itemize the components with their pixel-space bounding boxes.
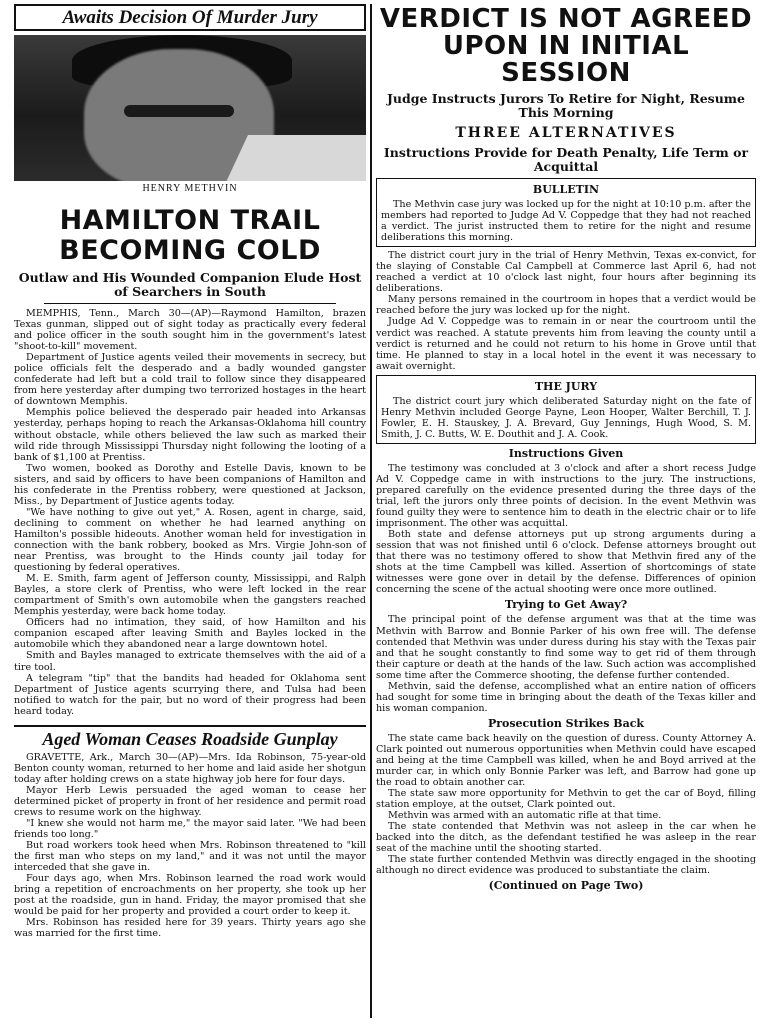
section-subhead: Instructions Given	[508, 446, 624, 460]
article-paragraph: Many persons remained in the courtroom in hopes that a verdict would be reached before the jury was locked up for the night.	[376, 294, 756, 317]
article-paragraph: The state further contended Methvin was directly engaged in the shooting although no direct evidence was produced to substantiate the claim.	[376, 854, 756, 877]
left-article-body	[14, 308, 366, 717]
bulletin-box	[376, 178, 756, 247]
bulletin-text	[381, 199, 751, 243]
section-subhead: Prosecution Strikes Back	[487, 716, 645, 730]
section-body	[376, 614, 756, 713]
left-column	[14, 4, 366, 940]
article-paragraph: Both state and defense attorneys put up strong arguments during a session that was not finished until 6 o'clock. Defense attorneys brought out that there was no testimony offered to show that Methvin fired any of the shots at the time Campbell was killed. Assertion of shortcomings of state witnesses were gone over in detail by the defense. Differences of opinion concerning the scene of the actual shooting were once more outlined.	[376, 529, 756, 596]
right-column	[376, 4, 756, 892]
article-paragraph: Department of Justice agents veiled their movements in secrecy, but police officials felt the desperado and a badly wounded gangster confederate had left but a cold trail to follow since they disappeared from here yesterday after dumping two terrorized hostages in the heart of downtown Memphis.	[14, 352, 366, 408]
article-paragraph: Two women, booked as Dorothy and Estelle Davis, known to be sisters, and said by officers to have been companions of Hamilton and his confederate in the Prentiss robbery, were questioned at Jackson, Miss., by Department of Justice agents today.	[14, 462, 366, 507]
article-paragraph: Mayor Herb Lewis persuaded the aged woman to cease her determined picket of property in front of her residence and permit road crews to resume work on the highway.	[14, 784, 366, 818]
second-headline: Aged Woman Ceases Roadside Gunplay	[14, 725, 366, 749]
article-paragraph: M. E. Smith, farm agent of Jefferson county, Mississippi, and Ralph Bayles, a store clerk of Prentiss, who were left locked in the rear compartment of Smith's own automobile when the gangsters reached Memphis yesterday, were back home today.	[14, 573, 366, 618]
article-paragraph: The testimony was concluded at 3 o'clock and after a short recess Judge Ad V. Coppedge came in with instructions to the jury. The instructions, prepared carefully on the evidence presented during the three days of the trial, left the jurors only three points of decision. In the event Methvin was found guilty they were to sentence him to death in the electric chair or to life imprisonment. The other was acquittal.	[376, 462, 756, 530]
divider	[44, 303, 336, 304]
article-paragraph: The state contended that Methvin was not asleep in the car when he backed into the ditch, as the defendant testified he was asleep in the rear seat of the machine until the shooting started.	[376, 821, 756, 855]
article-paragraph: Four days ago, when Mrs. Robinson learned the road work would bring a repetition of encroachments on her property, she took up her post at the roadside, gun in hand. Friday, the mayor promised that she would be paid for her property and provided a court order to keep it.	[14, 873, 366, 918]
article-paragraph: The district court jury in the trial of Henry Methvin, Texas ex-convict, for the slaying of Constable Cal Campbell at Commerce last April 6, had not reached a verdict at 10 o'clock last night, four hours after beginning its deliberations.	[376, 250, 756, 295]
article-paragraph: Smith and Bayles managed to extricate themselves with the aid of a tire tool.	[14, 650, 366, 673]
article-paragraph: Methvin, said the defense, accomplished what an entire nation of officers had sought for some time in bringing about the death of the Texas killer and his woman companion.	[376, 680, 756, 714]
left-headline: HAMILTON TRAIL BECOMING COLD	[59, 205, 321, 266]
article-paragraph: The state saw more opportunity for Methvin to get the car of Boyd, filling station employe, at the outset, Clark pointed out.	[376, 788, 756, 811]
article-paragraph: Officers had no intimation, they said, of how Hamilton and his companion escaped after leaving Smith and Bayles locked in the automobile which they abandoned near a large downtown hotel.	[14, 617, 366, 651]
article-paragraph: Judge Ad V. Coppedge was to remain in or near the courtroom until the verdict was reached. A statute prevents him from leaving the county until a verdict is returned and he could not return to his home in Grove until that time. He planned to stay in a local hotel in the event it was necessary to await overnight.	[376, 316, 756, 372]
jury-text	[381, 396, 751, 440]
photo-caption: HENRY METHVIN	[142, 183, 238, 194]
left-deck: Outlaw and His Wounded Companion Elude Host of Searchers in South	[18, 270, 362, 299]
article-paragraph: Methvin was armed with an automatic rifle at that time.	[388, 810, 662, 822]
article-paragraph: MEMPHIS, Tenn., March 30—(AP)—Raymond Hamilton, brazen Texas gunman, slipped out of sight today as practically every federal and police officer in the south sought him in the government's latest "shoot-to-kill" movement.	[14, 308, 366, 353]
article-paragraph: A telegram "tip" that the bandits had headed for Oklahoma sent Department of Justice agents scurrying there, and Tulsa had been notified to watch for the pair, but no word of their progress had been heard today.	[14, 672, 366, 717]
article-paragraph: The state came back heavily on the question of duress. County Attorney A. Clark pointed out numerous opportunities when Methvin could have escaped and being at the time Campbell was killed, when he and Boyd arrived at the murder car, in which only Bonnie Parker was left, and Barrow had gone up the road to obtain another car.	[376, 732, 756, 789]
portrait-photo	[14, 35, 366, 181]
article-paragraph: "We have nothing to give out yet," A. Rosen, agent in charge, said, declining to comment on whether he had learned anything on Hamilton's possible hideouts. Another woman held for investigation in connection with the bank robbery, booked as Mrs. Virgie John-son of near Prentiss, was brought to the Hinds county jail today for questioning by federal operatives.	[14, 506, 366, 574]
right-article-body	[376, 250, 756, 372]
photo-box-title: Awaits Decision Of Murder Jury	[14, 4, 366, 31]
jury-label: THE JURY	[534, 379, 598, 393]
second-article-body	[14, 752, 366, 940]
article-paragraph: Mrs. Robinson has resided here for 39 years. Thirty years ago she was married for the first time.	[14, 917, 366, 940]
right-deck-2: THREE ALTERNATIVES	[455, 125, 677, 141]
section-subhead: Trying to Get Away?	[504, 598, 628, 612]
section-body	[376, 733, 756, 877]
right-headline: VERDICT IS NOT AGREED UPON IN INITIAL SESSION	[379, 4, 753, 88]
bulletin-paragraph: The Methvin case jury was locked up for the night at 10:10 p.m. after the members had reported to Judge Ad V. Coppedge that they had not reached a verdict. The jurist instructed them to retire for the night and resume deliberations this morning.	[381, 199, 751, 244]
jury-box	[376, 375, 756, 444]
article-paragraph: The principal point of the defense argument was that at the time was Methvin with Barrow and Bonnie Parker of his own free will. The defense contended that Methvin was under duress during his stay with the Texas pair and that he sought constantly to find some way to get rid of them through their capture or death at the hands of the law. Such action was accomplished some time after the Commerce shooting, the defense further contended.	[376, 614, 756, 681]
right-deck-3: Instructions Provide for Death Penalty, Life Term or Acquittal	[383, 145, 749, 174]
article-paragraph: "I knew she would not harm me," the mayor said later. "We had been friends too long."	[14, 818, 366, 841]
column-rule	[370, 4, 372, 1018]
section-body	[376, 463, 756, 596]
continued-line: (Continued on Page Two)	[488, 879, 644, 893]
article-paragraph: But road workers took heed when Mrs. Robinson threatened to "kill the first man who steps on my land," and it was not until the mayor interceded that she gave in.	[14, 840, 366, 874]
article-paragraph: Memphis police believed the desperado pair headed into Arkansas yesterday, perhaps hoping to reach the Arkansas-Oklahoma hill country without obstacle, while others believed the law such as marked their wild ride through Mississippi Thursday night following the looting of a bank of $1,100 at Prentiss.	[14, 407, 366, 463]
bulletin-label: BULLETIN	[532, 183, 600, 196]
jury-paragraph: The district court jury which deliberated Saturday night on the fate of Henry Methvin included George Payne, Leon Hooper, Walter Berchill, T. J. Fowler, E. H. Stauskey, J. A. Brevard, Guy Jennings, Hugh Wood, S. M. Smith, J. C. Butts, W. E. Douthit and J. A. Cook.	[381, 395, 751, 440]
photo-eyes	[124, 105, 234, 117]
article-paragraph: GRAVETTE, Ark., March 30—(AP)—Mrs. Ida Robinson, 75-year-old Benton county woman, returned to her home and laid aside her shotgun today after holding crews on a state highway job here for four days.	[14, 751, 367, 785]
right-deck-1: Judge Instructs Jurors To Retire for Night, Resume This Morning	[387, 91, 745, 120]
